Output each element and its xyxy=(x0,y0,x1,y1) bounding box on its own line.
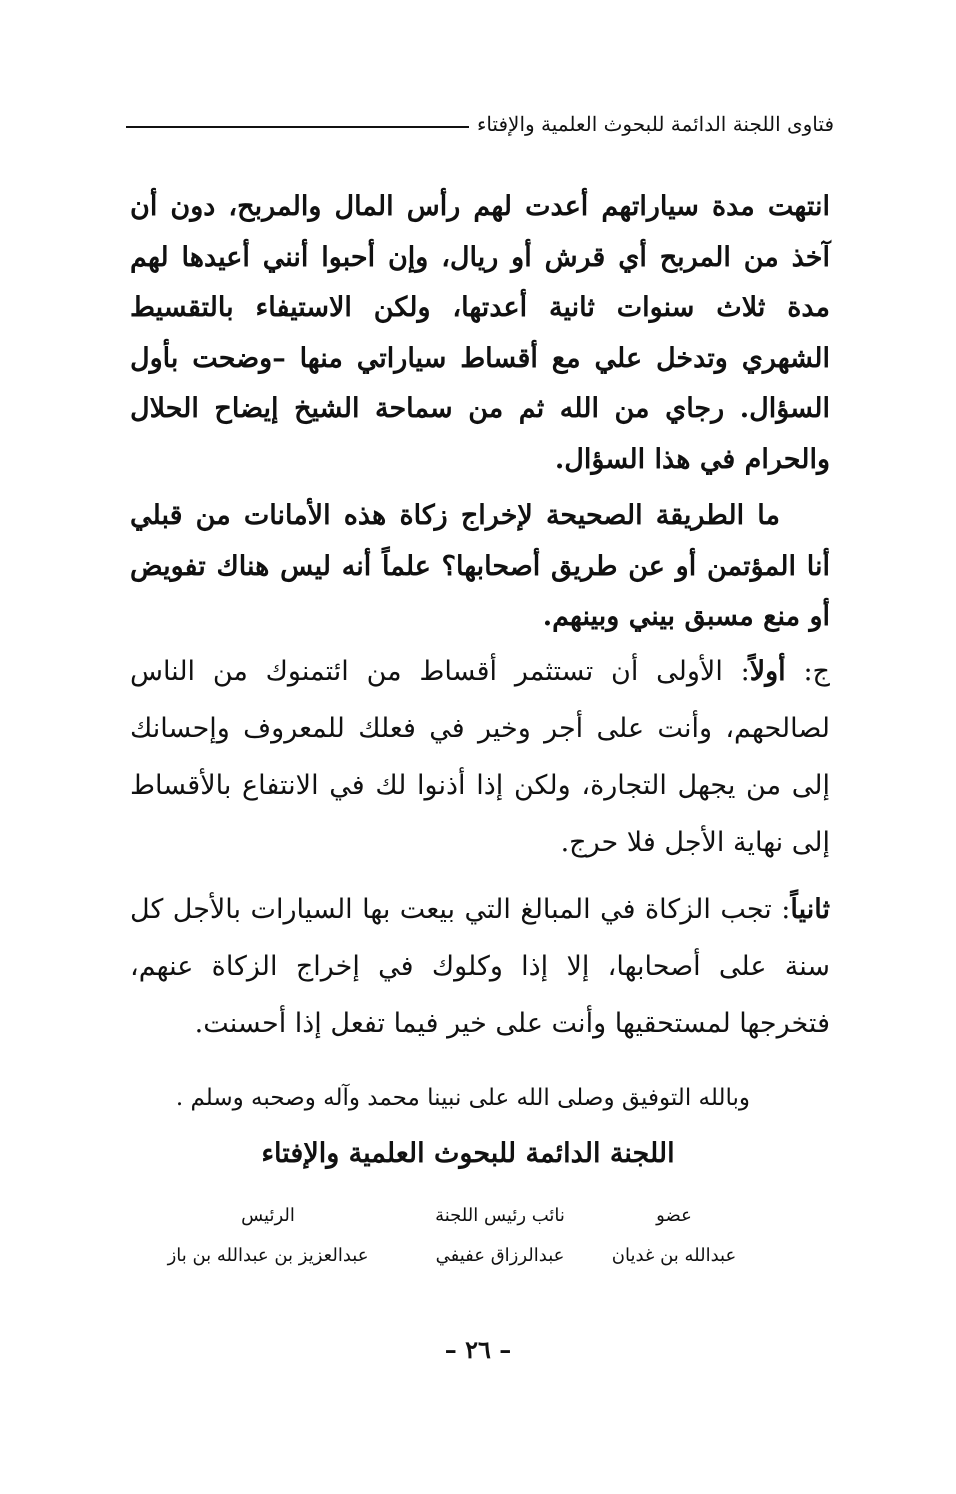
answer-lead-first: أولاً xyxy=(749,655,786,687)
chair-title: الرئيس xyxy=(241,1205,295,1226)
body-text xyxy=(130,182,830,1052)
question-paragraph: ما الطريقة الصحيحة لإخراج زكاة هذه الأمانات من قبلي أنا المؤتمن أو عن طريق أصحابها؟ علماً أنه ليس هناك تفويض أو منع مسبق بيني وبينهم. xyxy=(130,500,830,632)
signature-names xyxy=(0,1245,956,1275)
answer-prefix: ج: xyxy=(785,655,830,687)
running-header xyxy=(126,112,834,136)
answer-paragraph-first xyxy=(130,643,830,871)
vice-chair-title: نائب رئيس اللجنة xyxy=(435,1205,565,1226)
committee-title: اللجنة الدائمة للبحوث العلمية والإفتاء xyxy=(261,1138,675,1169)
chair-name: عبدالعزيز بن عبدالله بن باز xyxy=(167,1245,369,1266)
question-paragraph: انتهت مدة سياراتهم أعدت لهم رأس المال والمربح، دون أن آخذ من المربح أي قرش أو ريال، وإن أحبوا أنني أعيدها لهم مدة ثلاث سنوات ثانية أعدتها، ولكن الاستيفاء بالتقسيط الشهري وتدخل علي مع أقساط سياراتي منها –وضحت بأول السؤال. رجاي من الله ثم من سماحة الشيخ إيضاح الحلال والحرام في هذا السؤال. xyxy=(130,191,830,475)
header-rule xyxy=(126,126,469,128)
answer-text-first: : الأولى أن تستثمر أقساط من ائتمنوك من الناس لصالحهم، وأنت على أجر وخير في فعلك للمعروف وإحسانك إلى من يجهل التجارة، ولكن إذا أذنوا لك في الانتفاع بالأقساط إلى نهاية الأجل فلا حرج. xyxy=(130,655,830,858)
member-title: عضو xyxy=(656,1205,692,1226)
page-number: – ٢٦ – xyxy=(444,1335,512,1364)
closing-prayer: وبالله التوفيق وصلى الله على نبينا محمد وآله وصحبه وسلم . xyxy=(175,1085,750,1111)
running-header-title: فتاوى اللجنة الدائمة للبحوث العلمية والإفتاء xyxy=(476,112,834,136)
signature-titles xyxy=(0,1205,956,1235)
answer-lead-second: ثانياً xyxy=(790,893,830,925)
member-name: عبدالله بن غديان xyxy=(611,1245,737,1266)
vice-chair-name: عبدالرزاق عفيفي xyxy=(435,1245,565,1266)
answer-paragraph-second xyxy=(130,881,830,1052)
answer-text-second: : تجب الزكاة في المبالغ التي بيعت بها السيارات بالأجل كل سنة على أصحابها، إلا إذا وكلوك في إخراج الزكاة عنهم، فتخرجها لمستحقيها وأنت على خير فيما تفعل إذا أحسنت. xyxy=(130,893,830,1039)
